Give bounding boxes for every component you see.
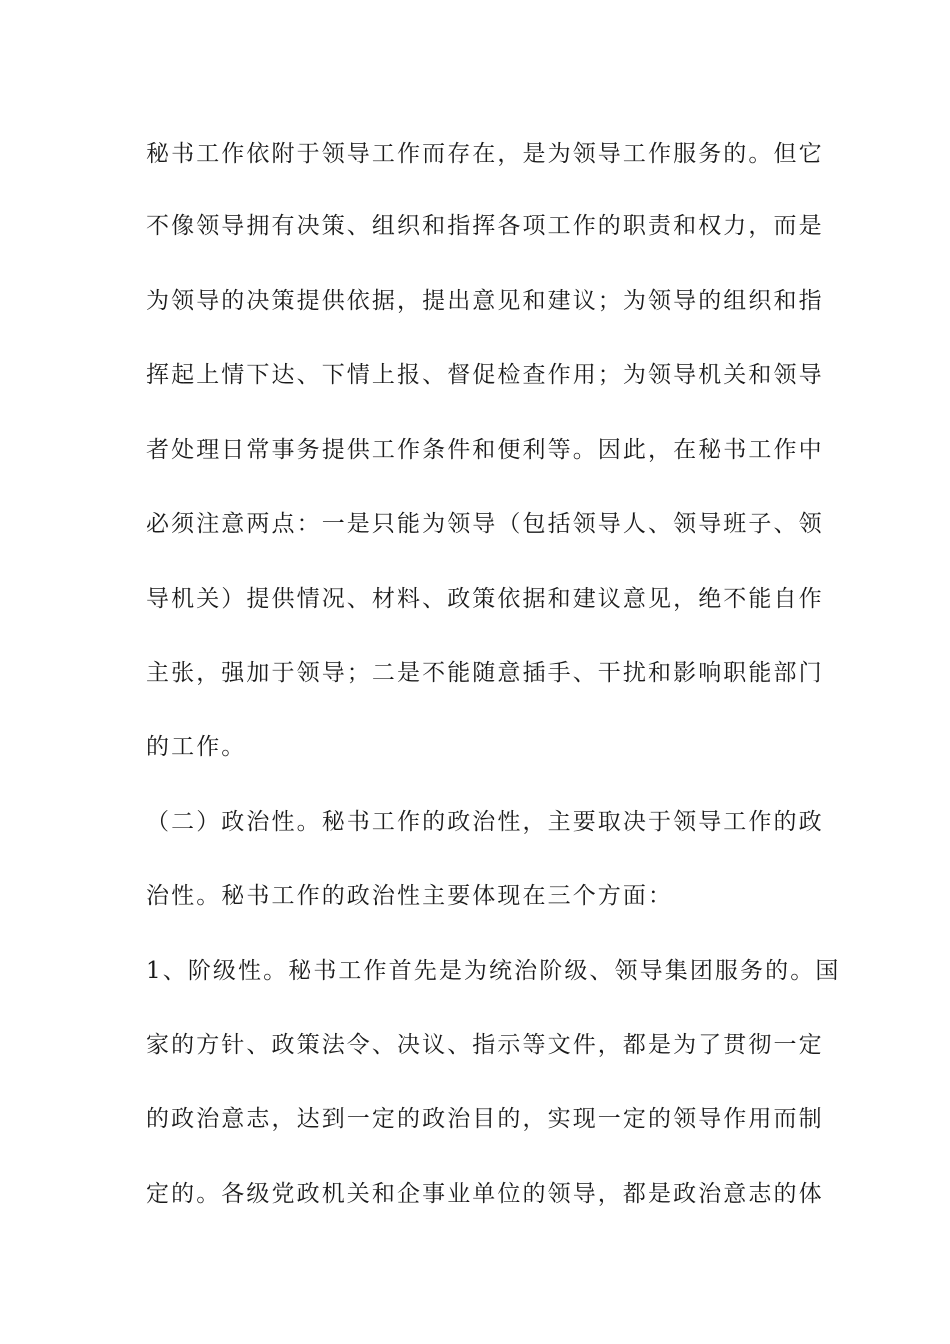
text-line: 家的方针、政策法令、决议、指示等文件，都是为了贯彻一定 <box>146 1032 824 1058</box>
text-line: 定的。各级党政机关和企事业单位的领导，都是政治意志的体 <box>146 1181 824 1207</box>
text-line: 主张，强加于领导；二是不能随意插手、干扰和影响职能部门 <box>146 660 824 686</box>
text-line: 必须注意两点：一是只能为领导（包括领导人、领导班子、领 <box>146 511 824 537</box>
text-line: 秘书工作依附于领导工作而存在，是为领导工作服务的。但它 <box>146 141 824 167</box>
text-line: 1、阶级性。秘书工作首先是为统治阶级、领导集团服务的。国 <box>146 958 841 984</box>
text-line: 者处理日常事务提供工作条件和便利等。因此，在秘书工作中 <box>146 437 824 463</box>
text-line: 挥起上情下达、下情上报、督促检查作用；为领导机关和领导 <box>146 362 824 388</box>
text-line: （二）政治性。秘书工作的政治性，主要取决于领导工作的政 <box>146 809 824 835</box>
text-line: 为领导的决策提供依据，提出意见和建议；为领导的组织和指 <box>146 288 824 314</box>
text-line: 不像领导拥有决策、组织和指挥各项工作的职责和权力，而是 <box>146 213 824 239</box>
text-line: 导机关）提供情况、材料、政策依据和建议意见，绝不能自作 <box>146 586 824 612</box>
text-line: 治性。秘书工作的政治性主要体现在三个方面： <box>146 883 674 909</box>
text-line: 的政治意志，达到一定的政治目的，实现一定的领导作用而制 <box>146 1106 824 1132</box>
text-line: 的工作。 <box>146 734 247 760</box>
